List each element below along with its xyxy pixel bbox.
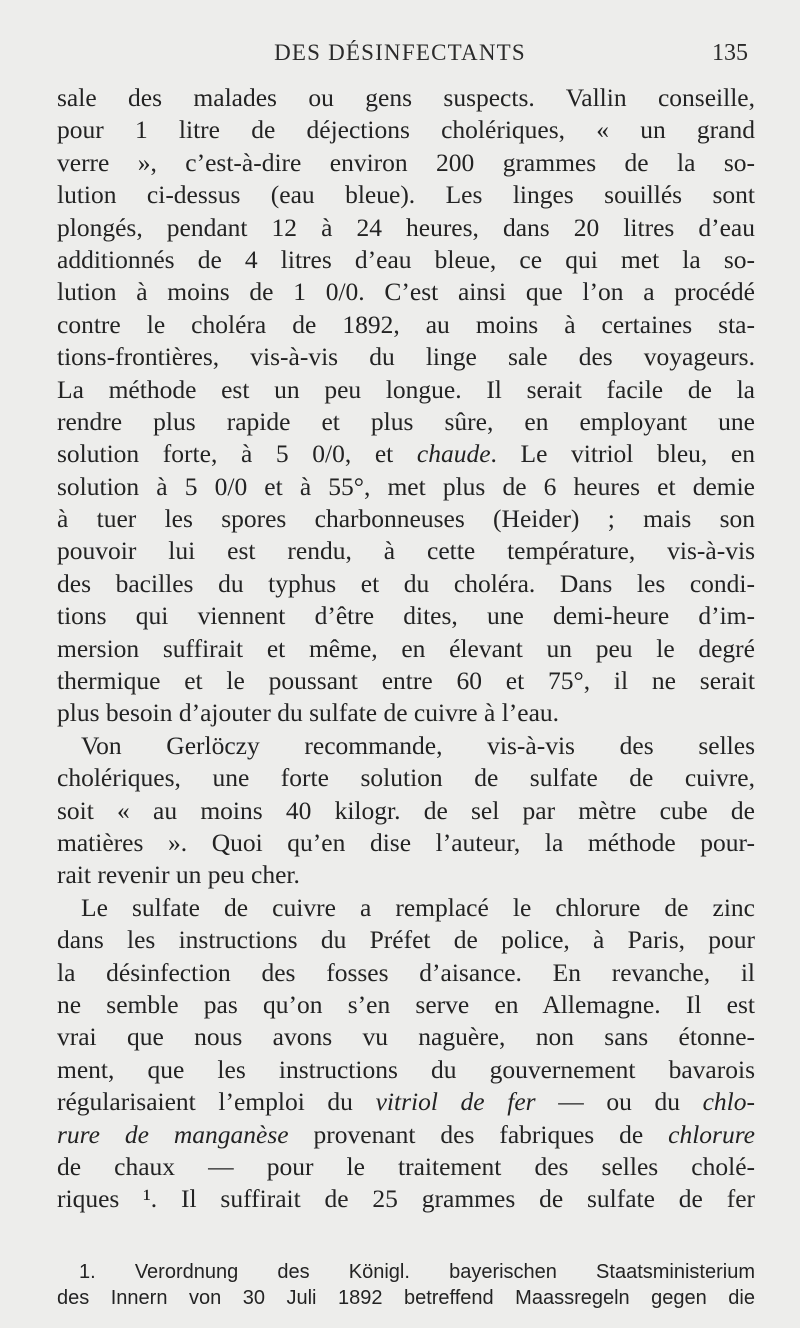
body-text [57, 82, 755, 1216]
text-line: de chaux — pour le traitement des selles cholé- [57, 1151, 755, 1181]
footnote-line: 1. Verordnung des Königl. bayerischen Staatsministerium [79, 1261, 755, 1283]
text-line: plongés, pendant 12 à 24 heures, dans 20 litres d’eau [57, 212, 755, 242]
running-title: DES DÉSINFECTANTS [274, 40, 526, 65]
text-line: la désinfection des fosses d’aisance. En revanche, il [57, 957, 755, 987]
text-line: cholériques, une forte solution de sulfate de cuivre, [57, 763, 755, 793]
text-line: contre le choléra de 1892, au moins à certaines sta- [57, 309, 755, 339]
text-line [57, 1086, 755, 1118]
text-line: lution ci-dessus (eau bleue). Les linges souillés sont [57, 180, 755, 210]
text-line: riques ¹. Il suffirait de 25 grammes de sulfate de fer [57, 1184, 755, 1214]
text-line: ment, que les instructions du gouvernement bavarois [57, 1054, 755, 1084]
text-line: thermique et le poussant entre 60 et 75°, il ne serait [57, 666, 755, 696]
text-line: solution à 5 0/0 et à 55°, met plus de 6 heures et demie [57, 471, 755, 501]
text-line: matières ». Quoi qu’en dise l’auteur, la méthode pour- [57, 827, 755, 857]
text-line: à tuer les spores charbonneuses (Heider) ; mais son [57, 504, 755, 534]
text-line: rendre plus rapide et plus sûre, en employant une [57, 406, 755, 436]
text-line: vrai que nous avons vu naguère, non sans étonne- [57, 1022, 755, 1052]
text-line: La méthode est un peu longue. Il serait facile de la [57, 374, 755, 404]
text-line [57, 1119, 755, 1151]
text-line: additionnés de 4 litres d’eau bleue, ce qui met la so- [57, 244, 755, 274]
text-line: soit « au moins 40 kilogr. de sel par mètre cube de [57, 795, 755, 825]
text-line: plus besoin d’ajouter du sulfate de cuivre à l’eau. [57, 698, 560, 728]
text-line: ne semble pas qu’on s’en serve en Allemagne. Il est [57, 989, 755, 1019]
text-line: pouvoir lui est rendu, à cette température, vis-à-vis [57, 536, 755, 566]
footnote-line: des Innern von 30 Juli 1892 betreffend Maassregeln gegen die [57, 1287, 755, 1309]
text-line: pour 1 litre de déjections cholériques, « un grand [57, 115, 755, 145]
text-segment: . Le vitriol bleu, en [490, 439, 755, 469]
text-line: verre », c’est-à-dire environ 200 grammes de la so- [57, 147, 755, 177]
text-line: tions-frontières, vis-à-vis du linge sale des voyageurs. [57, 342, 755, 372]
text-segment: — ou du [535, 1087, 703, 1117]
text-line: des bacilles du typhus et du choléra. Dans les condi- [57, 568, 755, 598]
text-segment: solution forte, à 5 0/0, et [57, 439, 417, 469]
italic-text: chlorure [668, 1119, 755, 1149]
text-line: Le sulfate de cuivre a remplacé le chlorure de zinc [81, 892, 755, 922]
text-line: tions qui viennent d’être dites, une demi-heure d’im- [57, 601, 755, 631]
text-line [57, 438, 755, 470]
text-line: rait revenir un peu cher. [57, 860, 300, 890]
italic-text: chaude [416, 439, 491, 469]
text-line: dans les instructions du Préfet de police, à Paris, pour [57, 925, 755, 955]
text-line: lution à moins de 1 0/0. C’est ainsi que l’on a procédé [57, 277, 755, 307]
text-line: sale des malades ou gens suspects. Vallin conseille, [57, 83, 755, 112]
italic-text: chlo- [702, 1087, 756, 1117]
page-number: 135 [712, 40, 748, 66]
italic-text: rure de manganèse [57, 1119, 289, 1149]
text-line: Von Gerlöczy recommande, vis-à-vis des selles [81, 730, 755, 760]
running-head [0, 40, 800, 70]
text-segment: régularisaient l’emploi du [57, 1087, 376, 1117]
text-segment: provenant des fabriques de [288, 1119, 669, 1149]
footnotes [57, 1259, 755, 1311]
text-line: mersion suffirait et même, en élevant un peu le degré [57, 633, 755, 663]
italic-text: vitriol de fer [375, 1087, 536, 1117]
